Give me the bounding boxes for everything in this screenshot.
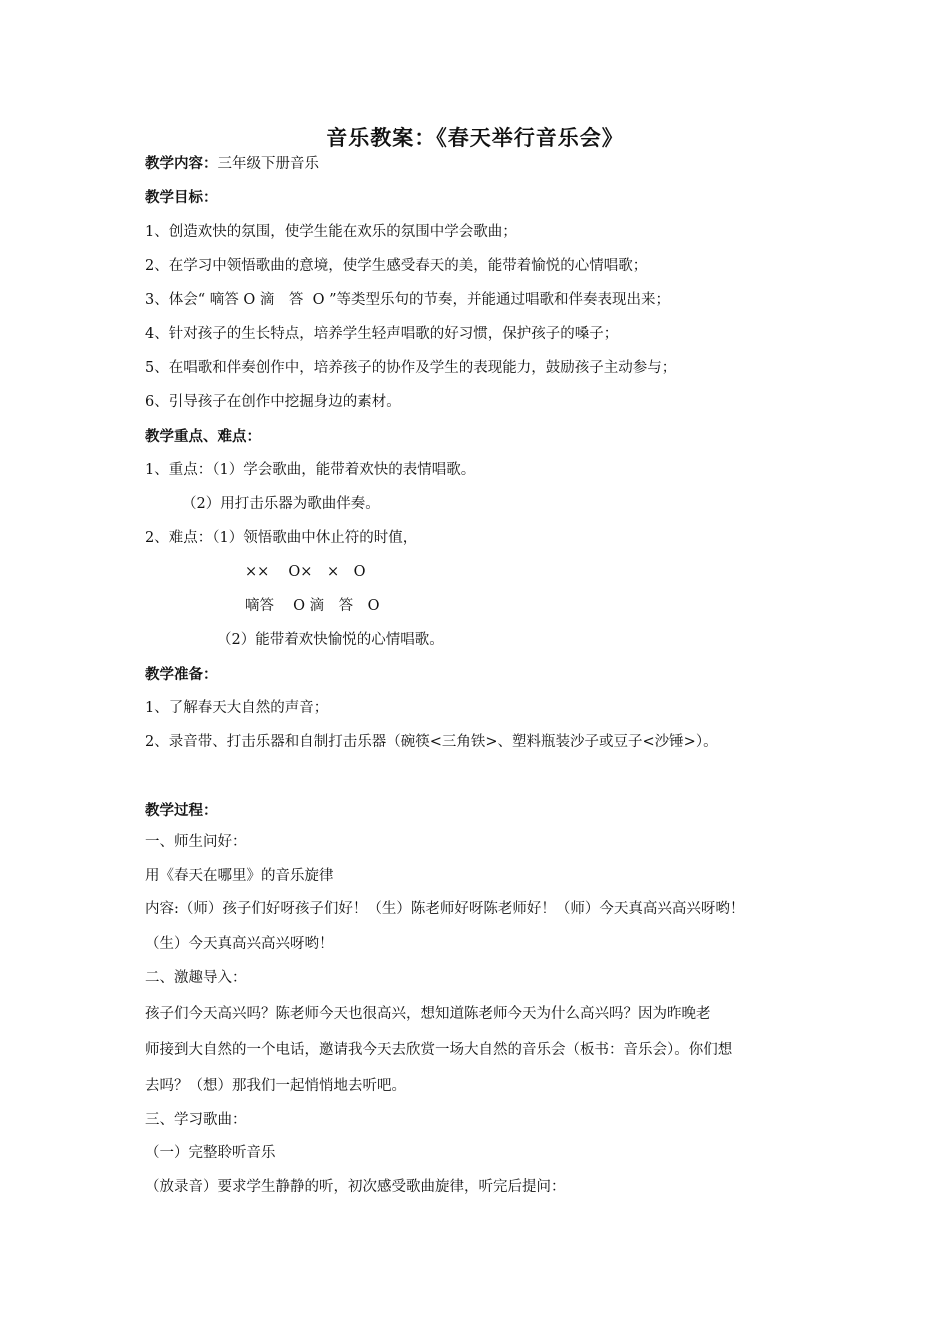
goals-heading: 教学目标： <box>145 189 218 206</box>
section-2-paragraph-line: 师接到大自然的一个电话，邀请我今天去欣赏一场大自然的音乐会（板书：音乐会）。你们想 <box>145 1042 733 1058</box>
section-1-text: 用《春天在哪里》的音乐旋律 <box>145 868 334 884</box>
keypoint-1: 1、重点：（1）学会歌曲，能带着欢快的表情唱歌。 <box>145 462 476 478</box>
rhythm-lyrics: 嘀答 O 滴 答 O <box>245 598 380 614</box>
goal-item: 5、在唱歌和伴奏创作中，培养孩子的协作及学生的表现能力，鼓励孩子主动参与； <box>145 360 677 376</box>
goal-item: 1、创造欢快的氛围，使学生能在欢乐的氛围中学会歌曲； <box>145 224 517 240</box>
goal-item: 3、体会“ 嘀答 O 滴 答 O ”等类型乐句的节奏，并能通过唱歌和伴奏表现出来； <box>145 292 670 308</box>
keypoint-2: 2、难点：（1）领悟歌曲中休止符的时值， <box>145 530 418 546</box>
prep-heading: 教学准备： <box>145 666 218 683</box>
section-3-subtitle: （一）完整聆听音乐 <box>145 1145 276 1161</box>
keypoints-heading: 教学重点、难点： <box>145 428 261 445</box>
section-2-paragraph-line: 去吗？（想）那我们一起悄悄地去听吧。 <box>145 1078 406 1094</box>
content-value: 三年级下册音乐 <box>217 156 319 172</box>
page-title: 音乐教案：《春天举行音乐会》 <box>326 125 624 150</box>
section-3-title: 三、学习歌曲： <box>145 1112 247 1128</box>
keypoint-1b: （2）用打击乐器为歌曲伴奏。 <box>182 496 380 512</box>
section-1-title: 一、师生问好： <box>145 834 247 850</box>
content-line <box>145 152 319 173</box>
goal-item: 6、引导孩子在创作中挖掘身边的素材。 <box>145 394 401 410</box>
prep-item: 2、录音带、打击乐器和自制打击乐器（碗筷<三角铁>、塑料瓶装沙子或豆子<沙锤>）。 <box>145 734 718 750</box>
section-1-dialogue: 内容:（师）孩子们好呀孩子们好！（生）陈老师好呀陈老师好！（师）今天真高兴高兴呀哟！ <box>145 901 745 917</box>
prep-item: 1、了解春天大自然的声音； <box>145 700 329 716</box>
section-2-title: 二、激趣导入： <box>145 970 247 986</box>
section-2-paragraph-line: 孩子们今天高兴吗？陈老师今天也很高兴，想知道陈老师今天为什么高兴吗？因为昨晚老 <box>145 1006 711 1022</box>
content-label: 教学内容： <box>145 155 218 172</box>
keypoint-2b: （2）能带着欢快愉悦的心情唱歌。 <box>217 632 444 648</box>
rhythm-notation: ×× O× × O <box>245 564 366 580</box>
process-heading: 教学过程： <box>145 802 218 819</box>
section-1-dialogue-2: （生）今天真高兴高兴呀哟！ <box>145 936 334 952</box>
section-3-text: （放录音）要求学生静静的听，初次感受歌曲旋律，听完后提问： <box>145 1179 566 1195</box>
goal-item: 2、在学习中领悟歌曲的意境，使学生感受春天的美，能带着愉悦的心情唱歌； <box>145 258 648 274</box>
goal-item: 4、针对孩子的生长特点，培养学生轻声唱歌的好习惯，保护孩子的嗓子； <box>145 326 619 342</box>
